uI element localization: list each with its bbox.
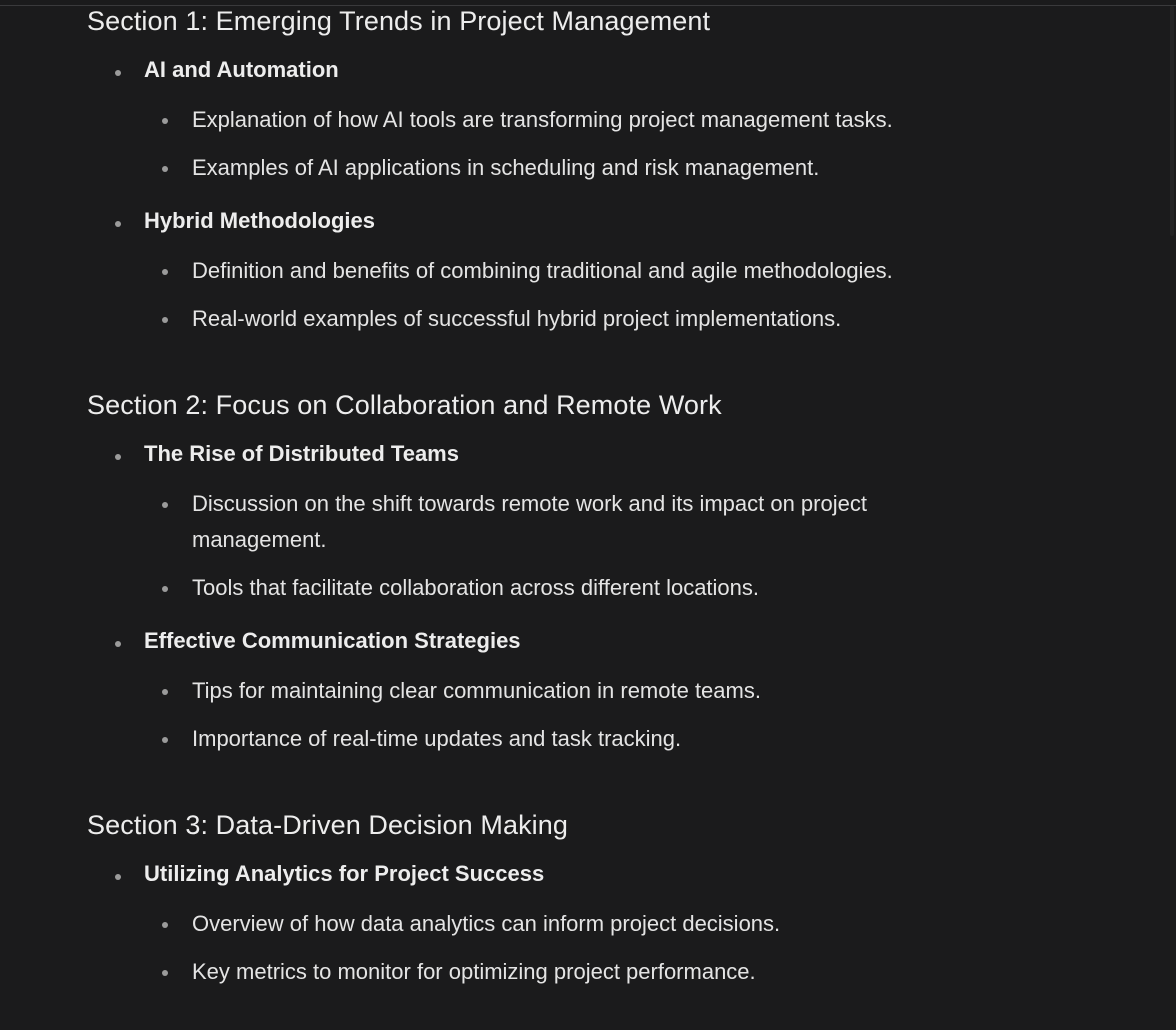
list-item: Definition and benefits of combining traditional and agile methodologies. — [144, 253, 982, 289]
section-heading: Section 3: Data-Driven Decision Making — [87, 810, 569, 840]
point-list — [144, 906, 1127, 990]
topic-list — [87, 855, 1127, 990]
point-list — [144, 253, 1127, 337]
topic-item — [87, 51, 1127, 186]
topic-item — [87, 622, 1127, 757]
topic-title: The Rise of Distributed Teams — [144, 441, 459, 466]
list-item: Overview of how data analytics can inform project decisions. — [144, 906, 982, 942]
point-list — [144, 673, 1127, 757]
section-1 — [87, 0, 1127, 337]
topic-title: Utilizing Analytics for Project Success — [144, 861, 545, 886]
point-list — [144, 486, 1127, 606]
topic-title: Effective Communication Strategies — [144, 628, 521, 653]
topic-title: AI and Automation — [144, 57, 339, 82]
list-item: Real-world examples of successful hybrid project implementations. — [144, 301, 982, 337]
list-item: Tools that facilitate collaboration across different locations. — [144, 570, 982, 606]
list-item: Importance of real-time updates and task tracking. — [144, 721, 982, 757]
section-heading: Section 2: Focus on Collaboration and Remote Work — [87, 390, 722, 420]
list-item: Explanation of how AI tools are transforming project management tasks. — [144, 102, 982, 138]
list-item: Tips for maintaining clear communication in remote teams. — [144, 673, 982, 709]
topic-list — [87, 51, 1127, 337]
section-heading: Section 1: Emerging Trends in Project Management — [87, 6, 711, 36]
section-2 — [87, 384, 1127, 757]
topic-list — [87, 435, 1127, 757]
topic-item — [87, 855, 1127, 990]
topic-title: Hybrid Methodologies — [144, 208, 375, 233]
list-item: Key metrics to monitor for optimizing project performance. — [144, 954, 982, 990]
list-item: Examples of AI applications in scheduling and risk management. — [144, 150, 982, 186]
topic-item — [87, 435, 1127, 606]
topic-item — [87, 202, 1127, 337]
section-3 — [87, 804, 1127, 990]
list-item: Discussion on the shift towards remote work and its impact on project management. — [144, 486, 982, 558]
point-list — [144, 102, 1127, 186]
scrollbar[interactable] — [1170, 6, 1174, 236]
